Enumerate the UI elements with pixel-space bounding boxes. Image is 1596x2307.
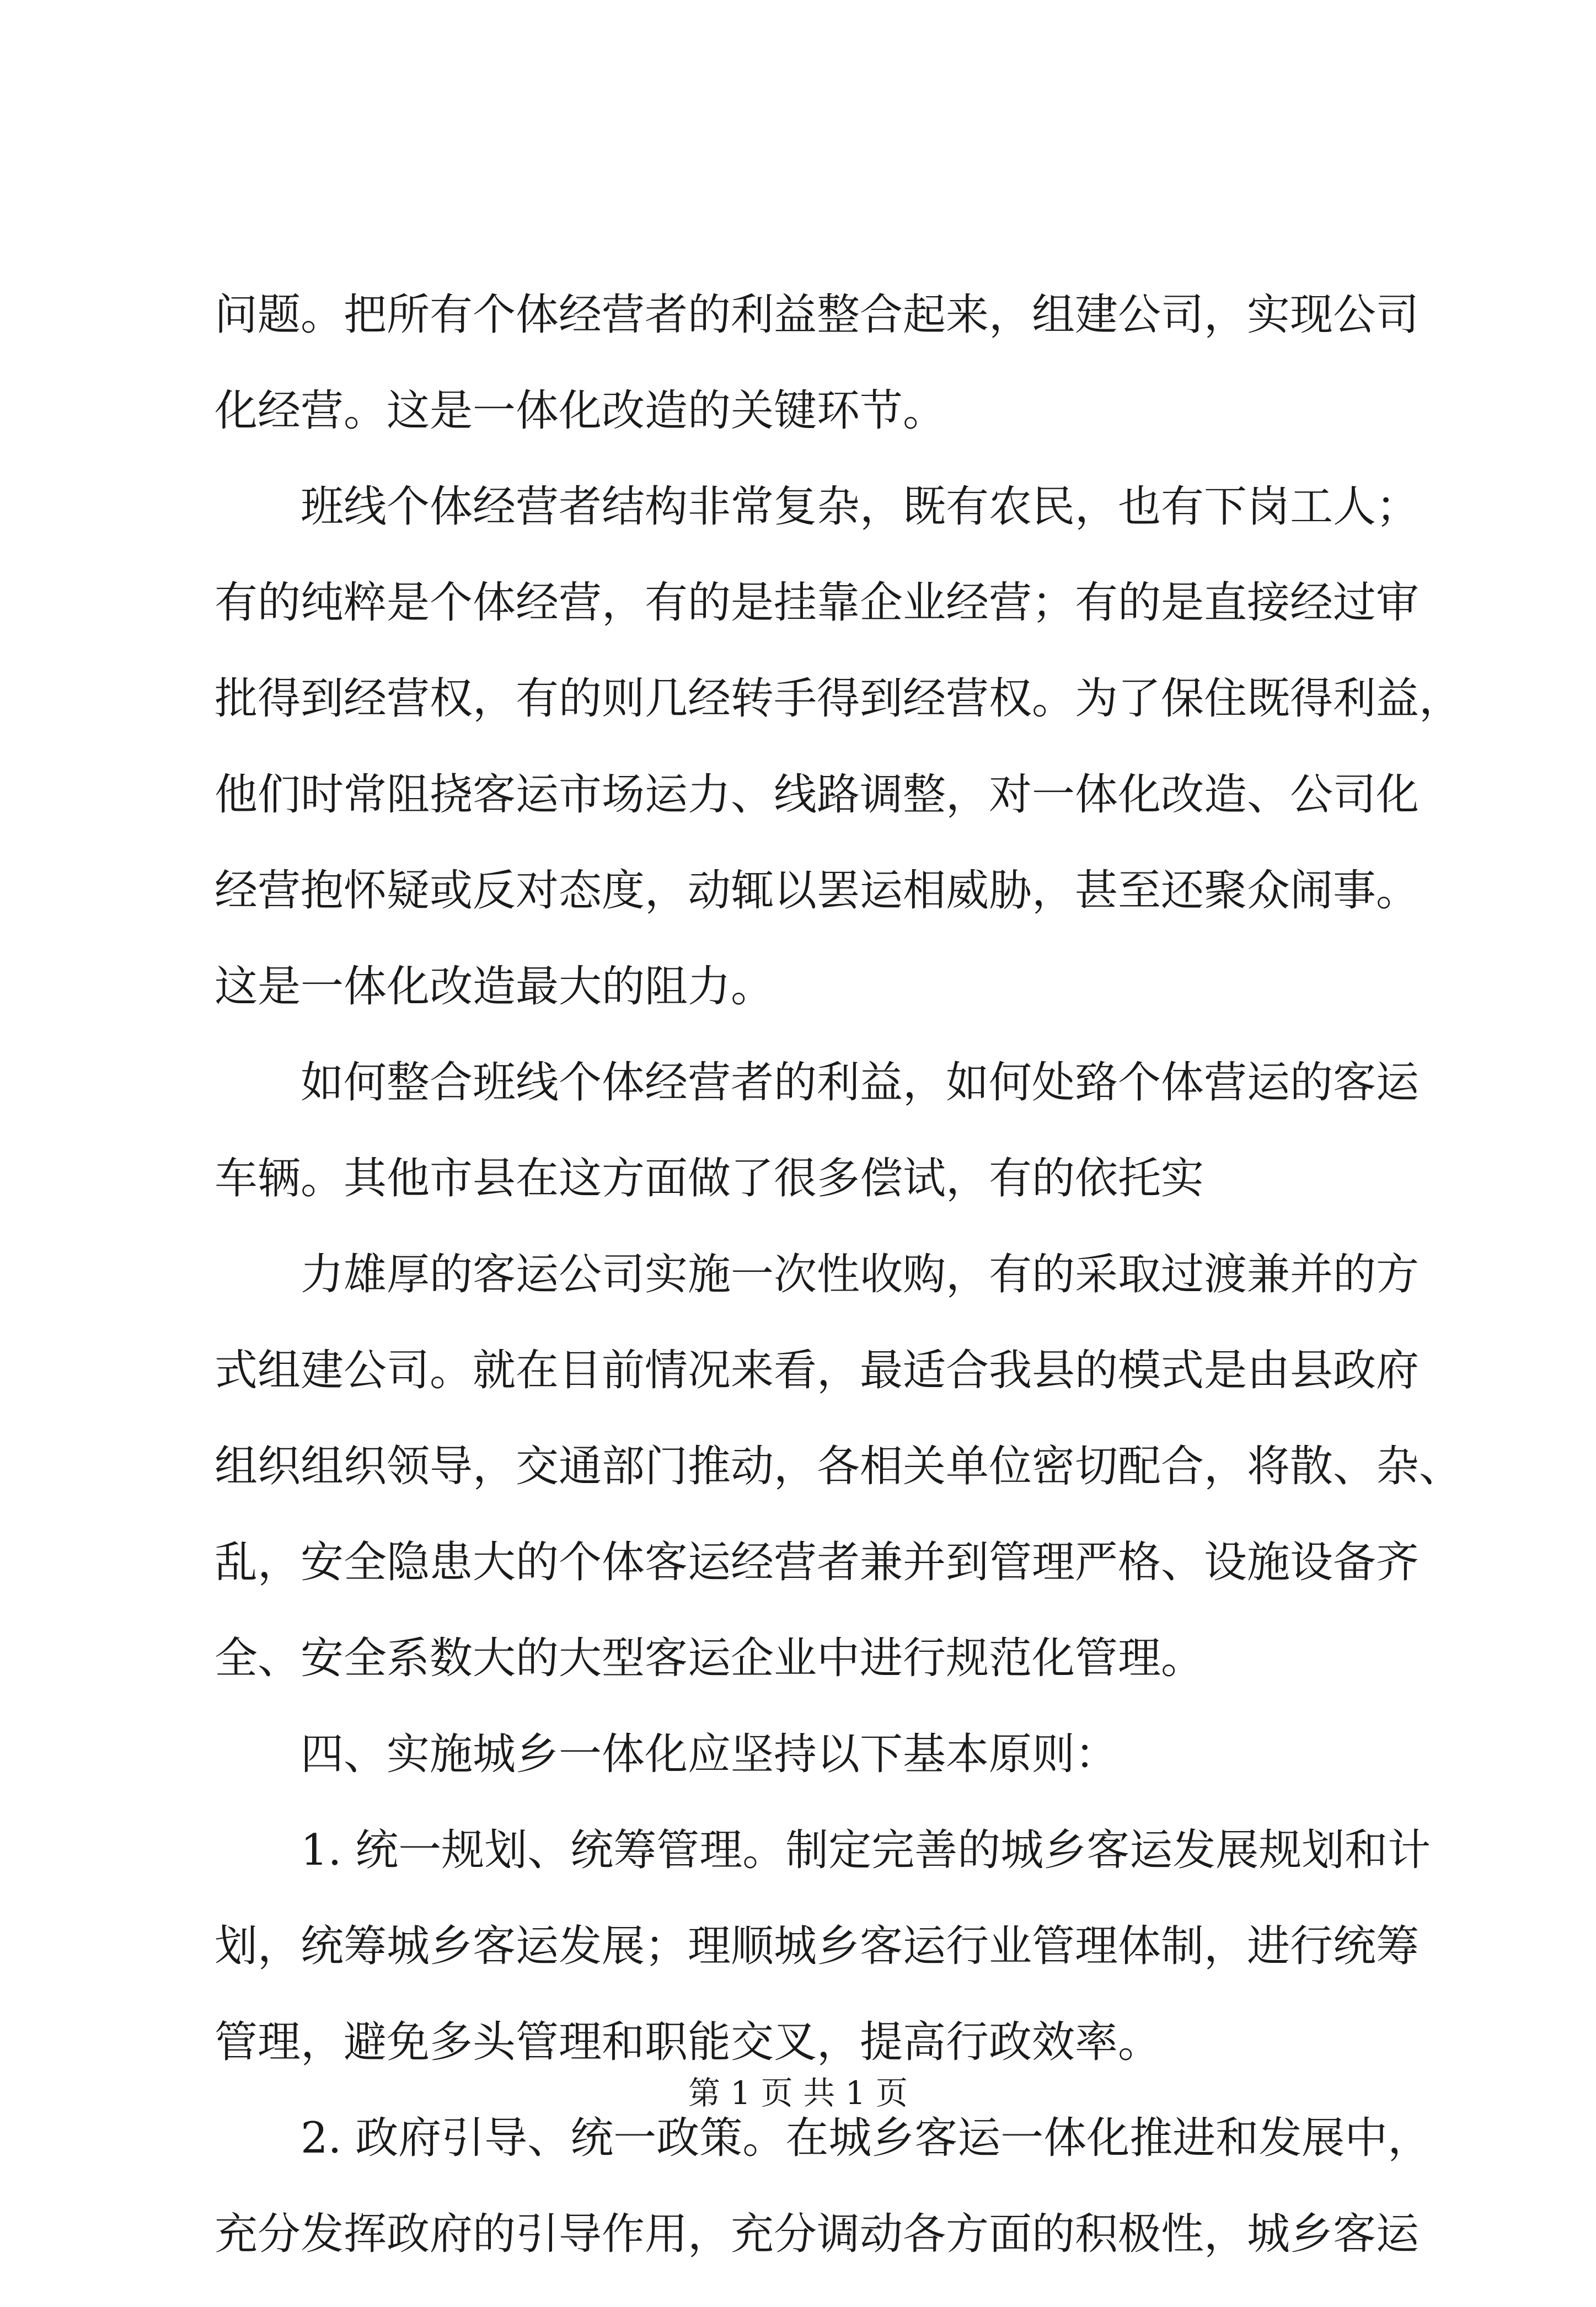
text-line: 充分发挥政府的引导作用，充分调动各方面的积极性，城乡客运 — [215, 2209, 1420, 2259]
text-line: 力雄厚的客运公司实施一次性收购，有的采取过渡兼并的方 — [301, 1250, 1420, 1299]
text-line: 班线个体经营者结构非常复杂，既有农民，也有下岗工人； — [301, 482, 1420, 532]
text-line: 全、安全系数大的大型客运企业中进行规范化管理。 — [215, 1634, 1204, 1683]
section-heading: 四、实施城乡一体化应坚持以下基本原则： — [301, 1730, 1118, 1779]
text-line: 经营抱怀疑或反对态度，动辄以罢运相威胁，甚至还聚众闹事。 — [215, 866, 1420, 916]
text-line: 他们时常阻挠客运市场运力、线路调整，对一体化改造、公司化 — [215, 770, 1420, 820]
text-line: 划，统筹城乡客运发展；理顺城乡客运行业管理体制，进行统筹 — [215, 1921, 1420, 1971]
text-line: 组织组织领导，交通部门推动，各相关单位密切配合，将散、杂、 — [215, 1442, 1463, 1491]
text-line: 批得到经营权，有的则几经转手得到经营权。为了保住既得利益， — [215, 674, 1463, 724]
text-line: 化经营。这是一体化改造的关键环节。 — [215, 386, 946, 436]
text-line: 有的纯粹是个体经营，有的是挂靠企业经营；有的是直接经过审 — [215, 578, 1420, 628]
page-number-footer: 第 1 页 共 1 页 — [688, 2074, 908, 2112]
text-line: 式组建公司。就在目前情况来看，最适合我县的模式是由县政府 — [215, 1346, 1420, 1395]
text-line: 问题。把所有个体经营者的利益整合起来，组建公司，实现公司 — [215, 290, 1420, 340]
text-line: 1. 统一规划、统筹管理。制定完善的城乡客运发展规划和计 — [301, 1826, 1431, 1875]
text-line: 2. 政府引导、统一政策。在城乡客运一体化推进和发展中， — [301, 2113, 1431, 2163]
document-body — [215, 290, 1463, 2307]
text-line: 如何整合班线个体经营者的利益，如何处臵个体营运的客运 — [301, 1058, 1420, 1107]
text-line: 车辆。其他市县在这方面做了很多偿试，有的依托实 — [215, 1154, 1204, 1203]
text-line: 乱，安全隐患大的个体客运经营者兼并到管理严格、设施设备齐 — [215, 1538, 1420, 1587]
text-line: 这是一体化改造最大的阻力。 — [215, 962, 774, 1011]
text-line: 管理，避免多头管理和职能交叉，提高行政效率。 — [215, 2017, 1161, 2067]
